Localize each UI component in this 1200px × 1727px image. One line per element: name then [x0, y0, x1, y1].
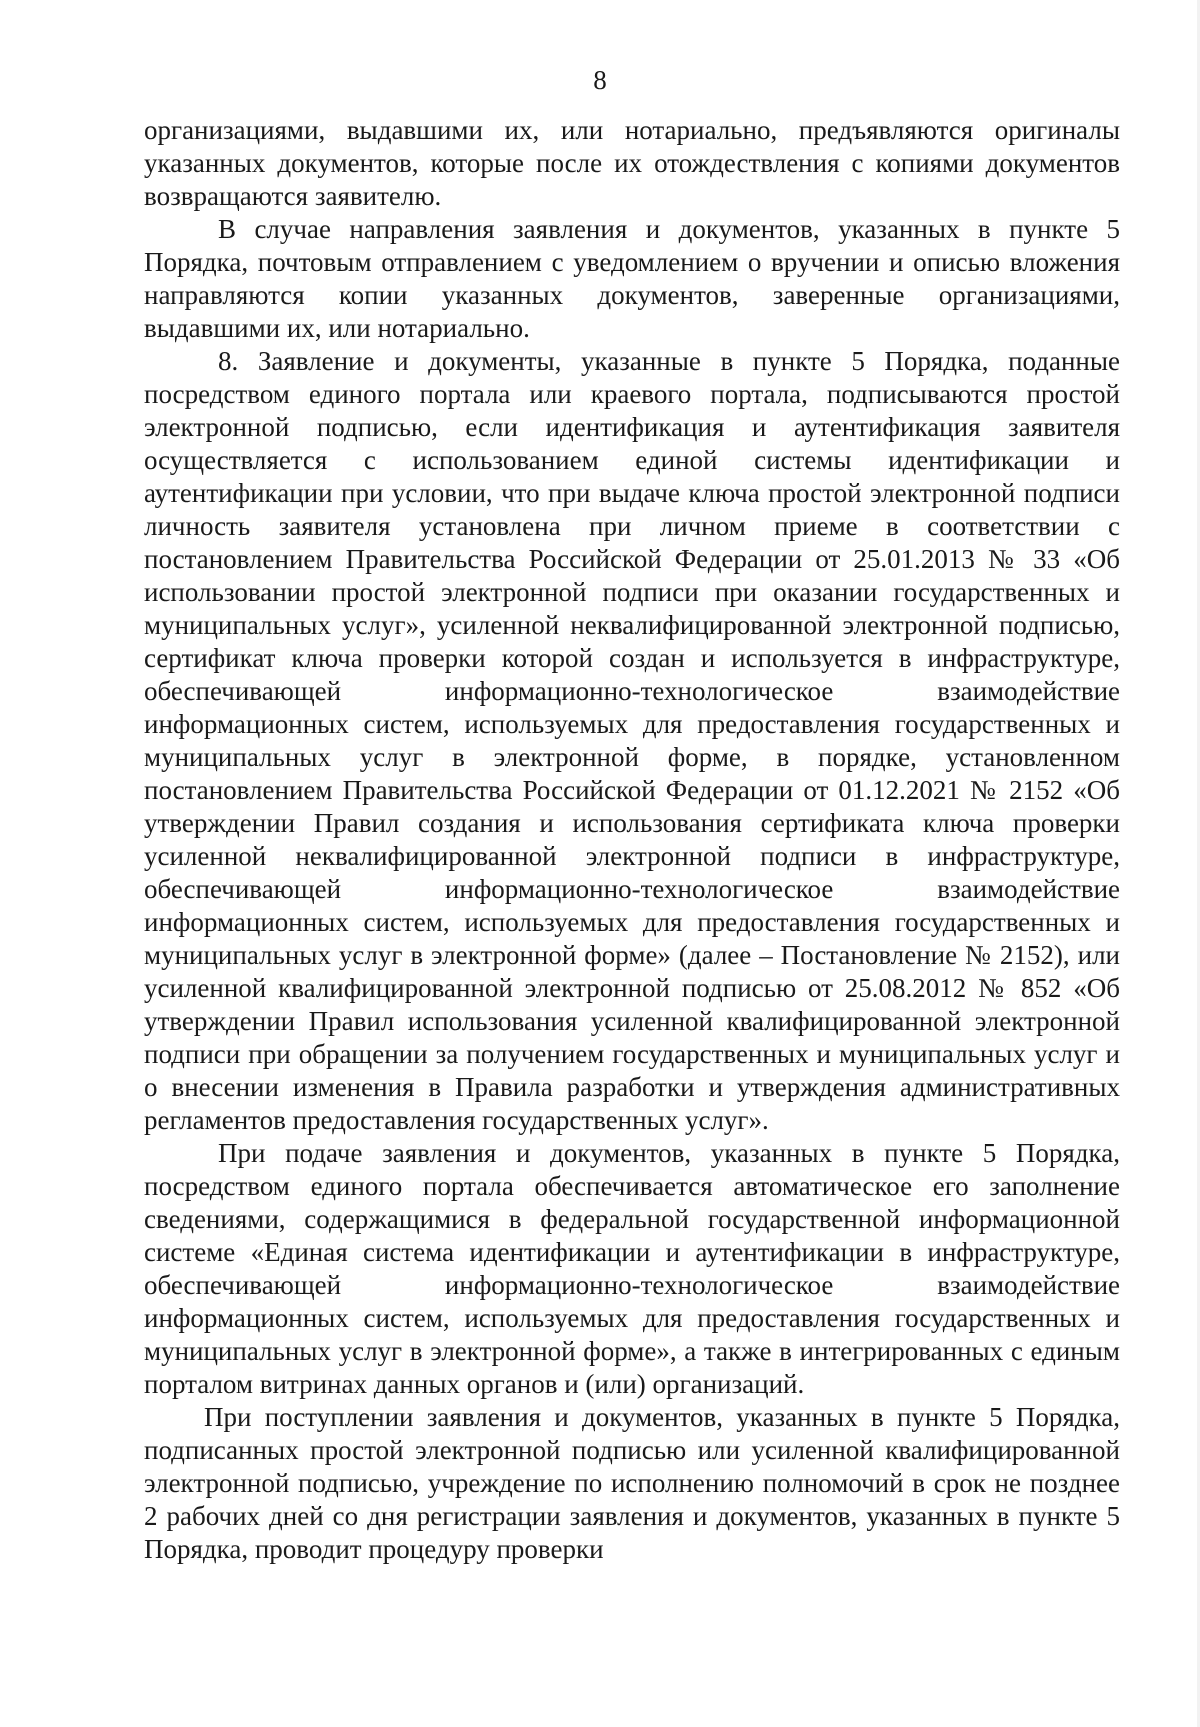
- paragraph-portal-autofill: При подаче заявления и документов, указанных в пункте 5 Порядка, посредством единого портала обеспечивается автоматическое его заполнение сведениями, содержащимися в федеральной государственной информационной системе «Единая система идентификации и аутентификации в инфраструктуре, обеспечивающей информационно-технологическое взаимодействие информационных систем, используемых для предоставления государственных и муниципальных услуг в электронной форме», а также в интегрированных с единым порталом витринах данных органов и (или) организаций.: [144, 1138, 1120, 1399]
- page-number: 8: [593, 65, 607, 95]
- paragraph-8-electronic-signature: 8. Заявление и документы, указанные в пункте 5 Порядка, поданные посредством единого портала или краевого портала, подписываются простой электронной подписью, если идентификация и аутентификация заявителя осуществляется с использованием единой системы идентификации и аутентификации при условии, что при выдаче ключа простой электронной подписи личность заявителя установлена при личном приеме в соответствии с постановлением Правительства Российской Федерации от 25.01.2013 № 33 «Об использовании простой электронной подписи при оказании государственных и муниципальных услуг», усиленной неквалифицированной электронной подписью, сертификат ключа проверки которой создан и используется в инфраструктуре, обеспечивающей информационно-технологическое взаимодействие информационных систем, используемых для предоставления государственных и муниципальных услуг в электронной форме, в порядке, установленном постановлением Правительства Российской Федерации от 01.12.2021 № 2152 «Об утверждении Правил создания и использования сертификата ключа проверки усиленной неквалифицированной электронной подписи в инфраструктуре, обеспечивающей информационно-технологическое взаимодействие информационных систем, используемых для предоставления государственных и муниципальных услуг в электронной форме» (далее – Постановление № 2152), или усиленной квалифицированной электронной подписью от 25.08.2012 № 852 «Об утверждении Правил использования усиленной квалифицированной электронной подписи при обращении за получением государственных и муниципальных услуг и о внесении изменения в Правила разработки и утверждения административных регламентов предоставления государственных услуг».: [144, 346, 1120, 1135]
- document-body: [144, 114, 1120, 1566]
- paragraph-signature-verification: При поступлении заявления и документов, указанных в пункте 5 Порядка, подписанных простой электронной подписью или усиленной квалифицированной электронной подписью, учреждение по исполнению полномочий в срок не позднее 2 рабочих дней со дня регистрации заявления и документов, указанных в пункте 5 Порядка, проводит процедуру проверки: [144, 1402, 1120, 1564]
- paragraph-continuation: организациями, выдавшими их, или нотариально, предъявляются оригиналы указанных документов, которые после их отождествления с копиями документов возвращаются заявителю.: [144, 115, 1120, 211]
- paragraph-postal-submission: В случае направления заявления и документов, указанных в пункте 5 Порядка, почтовым отправлением с уведомлением о вручении и описью вложения направляются копии указанных документов, заверенные организациями, выдавшими их, или нотариально.: [144, 214, 1120, 343]
